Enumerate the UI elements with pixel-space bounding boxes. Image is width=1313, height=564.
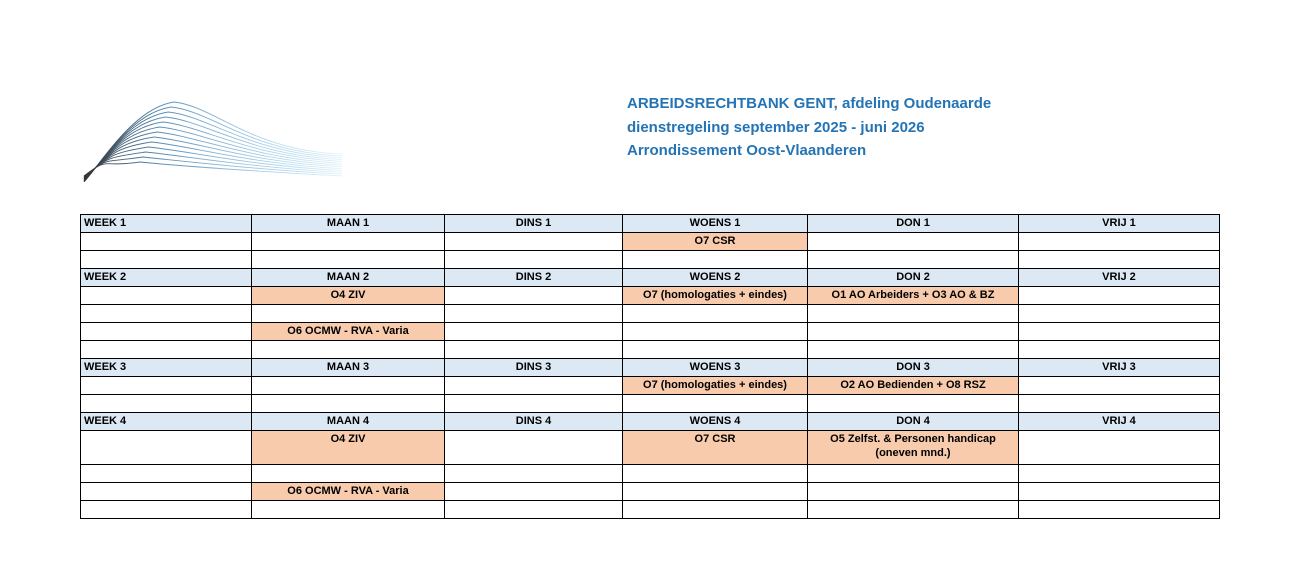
empty-cell — [445, 483, 623, 501]
empty-cell — [623, 251, 808, 269]
day-header: MAAN 2 — [252, 269, 445, 287]
empty-cell — [81, 341, 252, 359]
empty-cell — [1019, 395, 1220, 413]
week-label: WEEK 1 — [81, 215, 252, 233]
empty-cell — [808, 323, 1019, 341]
day-header: DON 2 — [808, 269, 1019, 287]
day-header: WOENS 1 — [623, 215, 808, 233]
hearing-cell: O7 (homologaties + eindes) — [623, 377, 808, 395]
schedule-row — [81, 431, 1220, 465]
day-header: WOENS 2 — [623, 269, 808, 287]
empty-cell — [808, 395, 1019, 413]
schedule-row — [81, 465, 1220, 483]
week-label: WEEK 4 — [81, 413, 252, 431]
empty-cell — [623, 501, 808, 519]
empty-cell — [81, 251, 252, 269]
empty-cell — [808, 251, 1019, 269]
empty-cell — [252, 233, 445, 251]
empty-cell — [1019, 305, 1220, 323]
schedule-row — [81, 483, 1220, 501]
empty-cell — [81, 465, 252, 483]
schedule-row — [81, 377, 1220, 395]
empty-cell — [445, 465, 623, 483]
empty-cell — [808, 233, 1019, 251]
empty-cell — [1019, 251, 1220, 269]
schedule-row — [81, 233, 1220, 251]
hearing-cell: O4 ZIV — [252, 287, 445, 305]
day-header: DON 4 — [808, 413, 1019, 431]
empty-cell — [445, 377, 623, 395]
schedule-row — [81, 251, 1220, 269]
empty-cell — [808, 465, 1019, 483]
week-header-row — [81, 413, 1220, 431]
hearing-cell: O1 AO Arbeiders + O3 AO & BZ — [808, 287, 1019, 305]
page-title — [627, 92, 991, 163]
empty-cell — [81, 323, 252, 341]
week-header-row — [81, 359, 1220, 377]
day-header: MAAN 3 — [252, 359, 445, 377]
empty-cell — [81, 305, 252, 323]
empty-cell — [1019, 341, 1220, 359]
empty-cell — [623, 465, 808, 483]
empty-cell — [81, 287, 252, 305]
empty-cell — [252, 341, 445, 359]
day-header: VRIJ 3 — [1019, 359, 1220, 377]
empty-cell — [252, 377, 445, 395]
day-header: DINS 4 — [445, 413, 623, 431]
week-header-row — [81, 215, 1220, 233]
empty-cell — [445, 501, 623, 519]
title-line-schedule: dienstregeling september 2025 - juni 2026 — [627, 118, 925, 136]
empty-cell — [1019, 287, 1220, 305]
empty-cell — [252, 465, 445, 483]
empty-cell — [808, 483, 1019, 501]
day-header: MAAN 4 — [252, 413, 445, 431]
hearing-cell: O2 AO Bedienden + O8 RSZ — [808, 377, 1019, 395]
day-header: VRIJ 2 — [1019, 269, 1220, 287]
empty-cell — [1019, 501, 1220, 519]
hearing-cell: O6 OCMW - RVA - Varia — [252, 483, 445, 501]
empty-cell — [808, 305, 1019, 323]
empty-cell — [1019, 431, 1220, 465]
empty-cell — [623, 323, 808, 341]
schedule-row — [81, 395, 1220, 413]
schedule-row — [81, 341, 1220, 359]
hearing-cell: O5 Zelfst. & Personen handicap (oneven mnd.) — [808, 431, 1019, 465]
week-label: WEEK 3 — [81, 359, 252, 377]
empty-cell — [252, 251, 445, 269]
day-header: DON 3 — [808, 359, 1019, 377]
empty-cell — [808, 501, 1019, 519]
day-header: DINS 1 — [445, 215, 623, 233]
empty-cell — [1019, 377, 1220, 395]
empty-cell — [1019, 483, 1220, 501]
hearing-cell: O6 OCMW - RVA - Varia — [252, 323, 445, 341]
empty-cell — [81, 431, 252, 465]
day-header: WOENS 4 — [623, 413, 808, 431]
hearing-cell: O7 (homologaties + eindes) — [623, 287, 808, 305]
empty-cell — [252, 501, 445, 519]
empty-cell — [445, 233, 623, 251]
schedule-row — [81, 305, 1220, 323]
empty-cell — [1019, 233, 1220, 251]
hearing-cell: O7 CSR — [623, 431, 808, 465]
empty-cell — [252, 305, 445, 323]
empty-cell — [808, 341, 1019, 359]
empty-cell — [81, 395, 252, 413]
day-header: VRIJ 4 — [1019, 413, 1220, 431]
empty-cell — [445, 251, 623, 269]
hearing-cell: O7 CSR — [623, 233, 808, 251]
empty-cell — [81, 377, 252, 395]
schedule-row — [81, 323, 1220, 341]
empty-cell — [623, 305, 808, 323]
empty-cell — [623, 483, 808, 501]
empty-cell — [623, 341, 808, 359]
day-header: DINS 2 — [445, 269, 623, 287]
empty-cell — [445, 287, 623, 305]
empty-cell — [1019, 323, 1220, 341]
week-label: WEEK 2 — [81, 269, 252, 287]
empty-cell — [81, 233, 252, 251]
week-header-row — [81, 269, 1220, 287]
empty-cell — [445, 395, 623, 413]
title-line-district: Arrondissement Oost-Vlaanderen — [627, 142, 867, 159]
schedule-row — [81, 287, 1220, 305]
empty-cell — [445, 341, 623, 359]
empty-cell — [445, 431, 623, 465]
empty-cell — [1019, 465, 1220, 483]
court-building-wave-logo — [82, 96, 344, 186]
empty-cell — [445, 305, 623, 323]
schedule-table — [80, 214, 1220, 519]
empty-cell — [81, 483, 252, 501]
day-header: VRIJ 1 — [1019, 215, 1220, 233]
empty-cell — [81, 501, 252, 519]
day-header: MAAN 1 — [252, 215, 445, 233]
hearing-cell: O4 ZIV — [252, 431, 445, 465]
empty-cell — [623, 395, 808, 413]
schedule-row — [81, 501, 1220, 519]
day-header: DINS 3 — [445, 359, 623, 377]
title-line-court: ARBEIDSRECHTBANK GENT, afdeling Oudenaarde — [627, 95, 992, 112]
empty-cell — [445, 323, 623, 341]
day-header: DON 1 — [808, 215, 1019, 233]
day-header: WOENS 3 — [623, 359, 808, 377]
empty-cell — [252, 395, 445, 413]
